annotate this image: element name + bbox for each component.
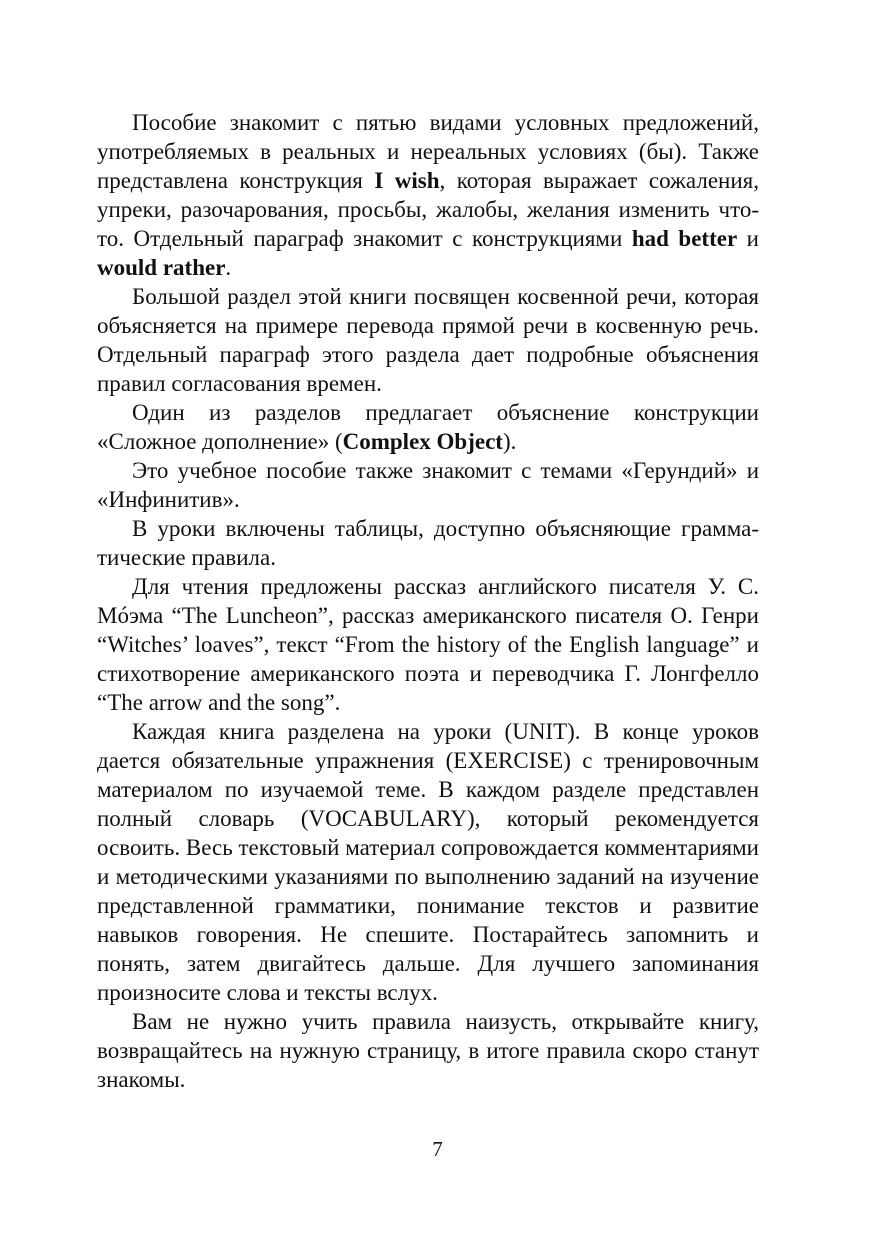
paragraph bbox=[97, 514, 759, 572]
page-body bbox=[97, 108, 759, 1094]
bold-term: Complex Object bbox=[342, 429, 503, 454]
paragraph-text: Каждая книга разделена на уроки (UNIT). В конце уроков дается обязательные упражнения (EXERCISE) с тренировочным материалом по изучаемой теме. В каждом разделе представлен полный словарь (VOCABULARY), который рекомендуется освоить. Весь текстовый материал сопровождается комментариями и методическими указаниями по выполнению заданий на изучение представленной грамматики, понимание текстов и развитие навыков говорения. Не спешите. Постарайтесь запомнить и понять, затем двигайтесь дальше. Для лучшего запоминания произносите слова и тексты вслух. bbox=[97, 719, 759, 1005]
paragraph bbox=[97, 572, 759, 717]
paragraph-text: Вам не нужно учить правила наизусть, открывайте книгу, возвращайтесь на нужную страницу, в итоге правила скоро станут знакомы. bbox=[97, 1009, 759, 1092]
paragraph-text: Пособие знакомит с пятью видами условных предложений, употребляемых в реальных и нереальных условиях (бы). Также представлена конструкция bbox=[97, 110, 759, 193]
bold-term: I wish bbox=[374, 168, 440, 193]
paragraph-text: В уроки включены таблицы, доступно объясняющие грамматические правила. bbox=[97, 516, 759, 570]
paragraph-text: Один из разделов предлагает объяснение конструкции «Сложное дополнение» ( bbox=[97, 400, 759, 454]
bold-term: would rather bbox=[97, 255, 226, 280]
paragraph-text: . bbox=[225, 255, 232, 280]
paragraph bbox=[97, 282, 759, 398]
paragraph bbox=[97, 398, 759, 456]
paragraph-text: , которая выражает сожаления, упреки, разочарования, просьбы, жалобы, желания изменить что-то. Отдельный параграф знакомит с конструкциями bbox=[97, 168, 759, 251]
paragraph bbox=[97, 1007, 759, 1094]
paragraph bbox=[97, 717, 759, 1007]
page-number: 7 bbox=[432, 1137, 443, 1161]
paragraph-text: Для чтения предложены рассказ английского писателя У. С. Мóэма “The Luncheon”, рассказ американского писателя О. Генри “Witches’ loaves”, текст “From the history of the English language” и стихотворение американского поэта и переводчика Г. Лонгфелло “The arrow and the song”. bbox=[97, 574, 759, 715]
paragraph-text: Большой раздел этой книги посвящен косвенной речи, которая объясняется на примере перевода прямой речи в косвенную речь. Отдельный параграф этого раздела дает подробные объяснения правил согласования времен. bbox=[97, 284, 759, 396]
paragraph-text: Это учебное пособие также знакомит с темами «Герундий» и «Инфинитив». bbox=[97, 458, 759, 512]
paragraph-text: и bbox=[737, 226, 759, 251]
paragraph bbox=[97, 456, 759, 514]
paragraph-text: ). bbox=[502, 429, 517, 454]
paragraph bbox=[97, 108, 759, 282]
bold-term: had better bbox=[631, 226, 738, 251]
